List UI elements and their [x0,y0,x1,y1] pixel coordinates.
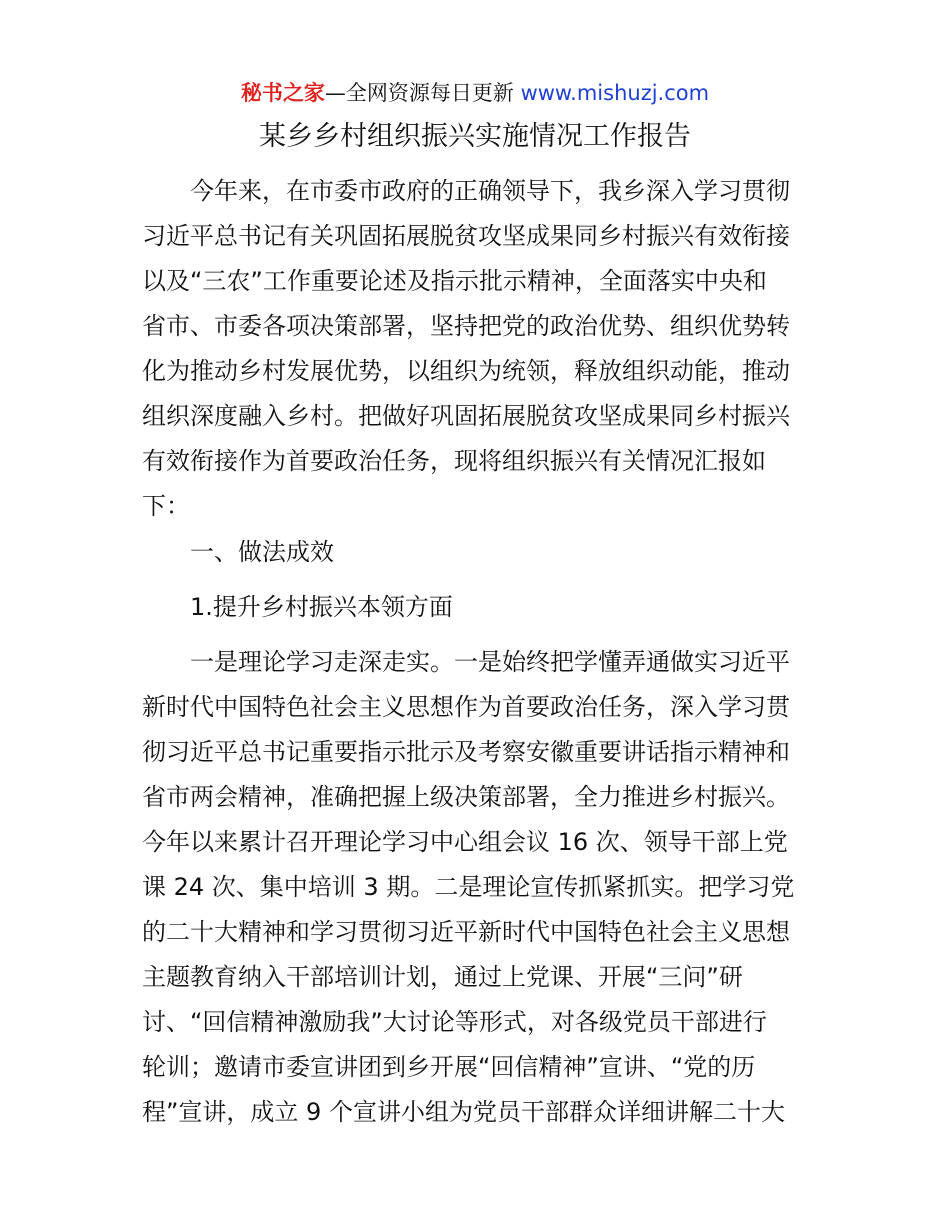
paragraph-line: 彻习近平总书记重要指示批示及考察安徽重要讲话指示精神和 [142,738,790,766]
section-heading: 一、做法成效 [190,538,334,566]
site-url-link[interactable]: www.mishuzj.com [520,81,710,105]
paragraph-line: 讨、“回信精神激励我”大讨论等形式，对各级党员干部进行 [142,1008,767,1036]
paragraph-line: 新时代中国特色社会主义思想作为首要政治任务，深入学习贯 [142,693,790,721]
site-header [0,78,950,108]
paragraph-line: 主题教育纳入干部培训计划，通过上党课、开展“三问”研 [142,963,743,991]
brand-name: 秘书之家 [240,81,325,105]
paragraph-line: 今年来，在市委市政府的正确领导下，我乡深入学习贯彻 [190,177,790,205]
paragraph-line: 今年以来累计召开理论学习中心组会议 16 次、领导干部上党 [142,828,788,856]
paragraph-line: 以及“三农”工作重要论述及指示批示精神，全面落实中央和 [142,267,767,295]
paragraph-line: 化为推动乡村发展优势，以组织为统领，释放组织动能，推动 [142,357,790,385]
paragraph-line: 课 24 次、集中培训 3 期。二是理论宣传抓紧抓实。把学习党 [142,873,795,901]
paragraph-line: 组织深度融入乡村。把做好巩固拓展脱贫攻坚成果同乡村振兴 [142,402,790,430]
paragraph-line: 轮训；邀请市委宣讲团到乡开展“回信精神”宣讲、“党的历 [142,1053,756,1081]
paragraph-line: 有效衔接作为首要政治任务，现将组织振兴有关情况汇报如 [142,447,766,475]
subsection-heading: 1.提升乡村振兴本领方面 [190,593,453,621]
paragraph-line: 一是理论学习走深走实。一是始终把学懂弄通做实习近平 [190,648,790,676]
paragraph-line: 下： [142,492,190,520]
paragraph-line: 省市两会精神，准确把握上级决策部署，全力推进乡村振兴。 [142,783,790,811]
paragraph-line: 的二十大精神和学习贯彻习近平新时代中国特色社会主义思想 [142,918,790,946]
paragraph-line: 程”宣讲，成立 9 个宣讲小组为党员干部群众详细讲解二十大 [142,1098,785,1126]
document-title: 某乡乡村组织振兴实施情况工作报告 [259,121,691,152]
paragraph-line: 省市、市委各项决策部署，坚持把党的政治优势、组织优势转 [142,312,790,340]
header-tagline: —全网资源每日更新 [324,81,521,105]
paragraph-line: 习近平总书记有关巩固拓展脱贫攻坚成果同乡村振兴有效衔接 [142,222,790,250]
